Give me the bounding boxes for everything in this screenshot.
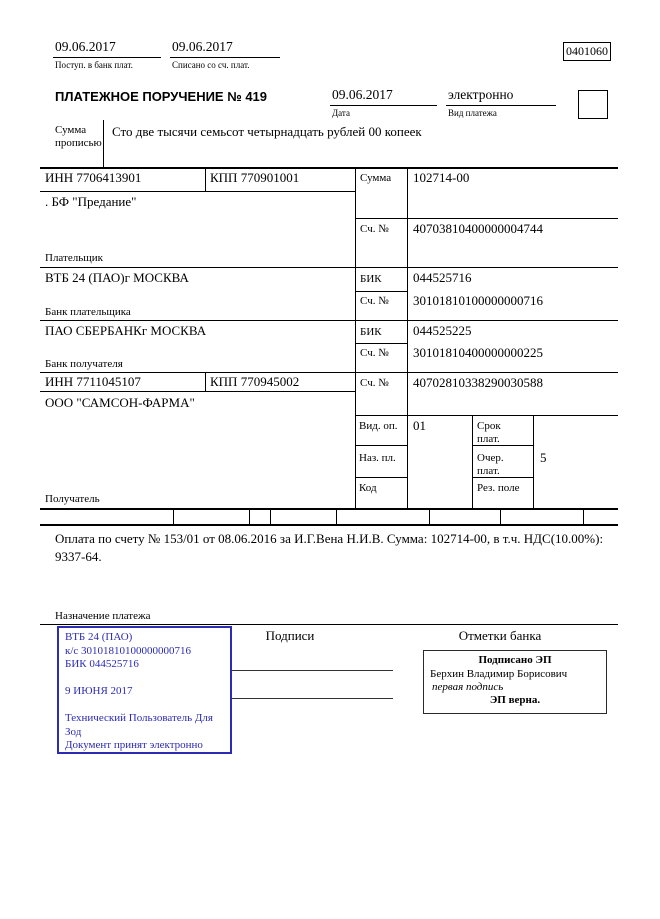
code-label: Код (359, 482, 377, 494)
debited-from-account-field (170, 39, 280, 71)
table-border (336, 508, 337, 524)
beneficiary-label: Получатель (45, 493, 100, 505)
signature-line (232, 698, 393, 699)
table-border (355, 445, 407, 446)
table-border (583, 508, 584, 524)
table-border (429, 508, 430, 524)
received-date-label: Поступ. в банк плат. (55, 60, 133, 70)
payment-purpose-label: Назначение платежа (55, 610, 151, 622)
beneficiary-bank-account-value: 30101810400000000225 (413, 345, 543, 360)
payer-kpp: КПП 770901001 (210, 170, 300, 185)
table-border (355, 415, 618, 416)
stamp-user-line1: Технический Пользователь Для (65, 712, 213, 724)
electronic-signature-box (423, 650, 607, 714)
esign-name: Берхин Владимир Борисович (430, 667, 568, 680)
due-date-label: Срок плат. (477, 420, 501, 445)
divider (103, 120, 104, 167)
stamp-bik: БИК 044525716 (65, 658, 139, 670)
priority-value: 5 (540, 450, 547, 465)
reserve-field-label: Рез. поле (477, 482, 520, 494)
table-border (40, 191, 355, 192)
stamp-date: 9 ИЮНЯ 2017 (65, 685, 133, 697)
table-border (472, 415, 473, 508)
stamp-corr-account: к/с 30101810100000000716 (65, 644, 192, 657)
table-border (500, 508, 501, 524)
table-border (355, 343, 407, 344)
payment-purpose-text: Оплата по счету № 153/01 от 08.06.2016 за И.Г.Вена Н.И.В. Сумма: 102714-00, в т.ч. НДС(10.00%): 9337-64. (55, 531, 604, 564)
table-border (270, 508, 271, 524)
esign-title: Подписано ЭП (478, 654, 552, 666)
beneficiary-bank-name: ПАО СБЕРБАНКг МОСКВА (45, 323, 207, 338)
debited-date-value: 09.06.2017 (170, 39, 280, 58)
operation-kind-label: Вид. оп. (359, 420, 398, 432)
bank-marks-label: Отметки банка (458, 628, 542, 643)
payer-bank-bik-value: 044525716 (413, 270, 472, 285)
table-border (40, 508, 618, 510)
table-border (40, 267, 618, 268)
beneficiary-bank-account-label: Сч. № (360, 347, 389, 359)
stamp-user-line2: Зод (65, 725, 82, 738)
beneficiary-account-label: Сч. № (360, 377, 389, 389)
payer-bank-account-value: 30101810100000000716 (413, 293, 543, 308)
payer-account-label: Сч. № (360, 223, 389, 235)
document-title: ПЛАТЕЖНОЕ ПОРУЧЕНИЕ № 419 (55, 89, 268, 104)
received-date-value: 09.06.2017 (53, 39, 161, 58)
priority-label: Очер. плат. (477, 452, 504, 477)
table-border (40, 320, 618, 321)
beneficiary-kpp: КПП 770945002 (210, 374, 300, 389)
payment-stamp (57, 626, 232, 754)
esign-role: первая подпись (432, 681, 504, 693)
form-code: 0401060 (566, 44, 608, 58)
stamp-bank-name: ВТБ 24 (ПАО) (65, 631, 133, 643)
beneficiary-name: ООО "САМСОН-ФАРМА" (45, 395, 195, 410)
amount-words-label: Сумма прописью (55, 124, 102, 149)
table-border (533, 415, 534, 508)
payer-bank-account-label: Сч. № (360, 295, 389, 307)
table-border (355, 291, 407, 292)
amount-label: Сумма (360, 172, 392, 184)
debited-date-label: Списано со сч. плат. (172, 60, 250, 70)
esign-verified: ЭП верна. (489, 693, 541, 706)
payment-kind-value: электронно (446, 87, 556, 106)
payer-label: Плательщик (45, 252, 103, 264)
payer-bank-bik-label: БИК (360, 273, 382, 285)
beneficiary-bank-label: Банк получателя (45, 358, 123, 370)
amount-value: 102714-00 (413, 170, 470, 185)
payment-kind-field (446, 87, 556, 119)
table-border (40, 167, 618, 169)
table-border (249, 508, 250, 524)
received-in-bank-field (53, 39, 161, 71)
signatures-label: Подписи (265, 628, 315, 643)
divider (40, 624, 618, 625)
payment-purpose-code-label: Наз. пл. (359, 452, 396, 464)
table-border (205, 372, 206, 391)
date-value: 09.06.2017 (330, 87, 437, 106)
stamp-spacer (65, 699, 224, 713)
table-border (40, 391, 355, 392)
signature-line (232, 670, 393, 671)
payment-kind-label: Вид платежа (448, 108, 497, 118)
status-box (578, 90, 608, 119)
table-border (173, 508, 174, 524)
date-label: Дата (332, 108, 350, 118)
table-border (355, 218, 618, 219)
amount-words-value: Сто две тысячи семьсот четырнадцать рублей 00 копеек (112, 124, 422, 139)
date-field (330, 87, 437, 119)
table-border (40, 524, 618, 526)
payer-bank-label: Банк плательщика (45, 306, 131, 318)
stamp-spacer (65, 672, 224, 686)
beneficiary-account-value: 40702810338290030588 (413, 375, 543, 390)
payer-bank-name: ВТБ 24 (ПАО)г МОСКВА (45, 270, 189, 285)
beneficiary-bank-bik-label: БИК (360, 326, 382, 338)
payer-name: . БФ "Предание" (45, 194, 137, 209)
stamp-accepted: Документ принят электронно (65, 739, 203, 751)
table-border (205, 167, 206, 191)
beneficiary-bank-bik-value: 044525225 (413, 323, 472, 338)
payer-account-value: 40703810400000004744 (413, 221, 543, 236)
payer-inn: ИНН 7706413901 (45, 170, 142, 185)
operation-kind-value: 01 (413, 418, 426, 433)
table-border (40, 372, 618, 373)
beneficiary-inn: ИНН 7711045107 (45, 374, 141, 389)
table-border (355, 477, 407, 478)
form-code-box (563, 42, 611, 61)
